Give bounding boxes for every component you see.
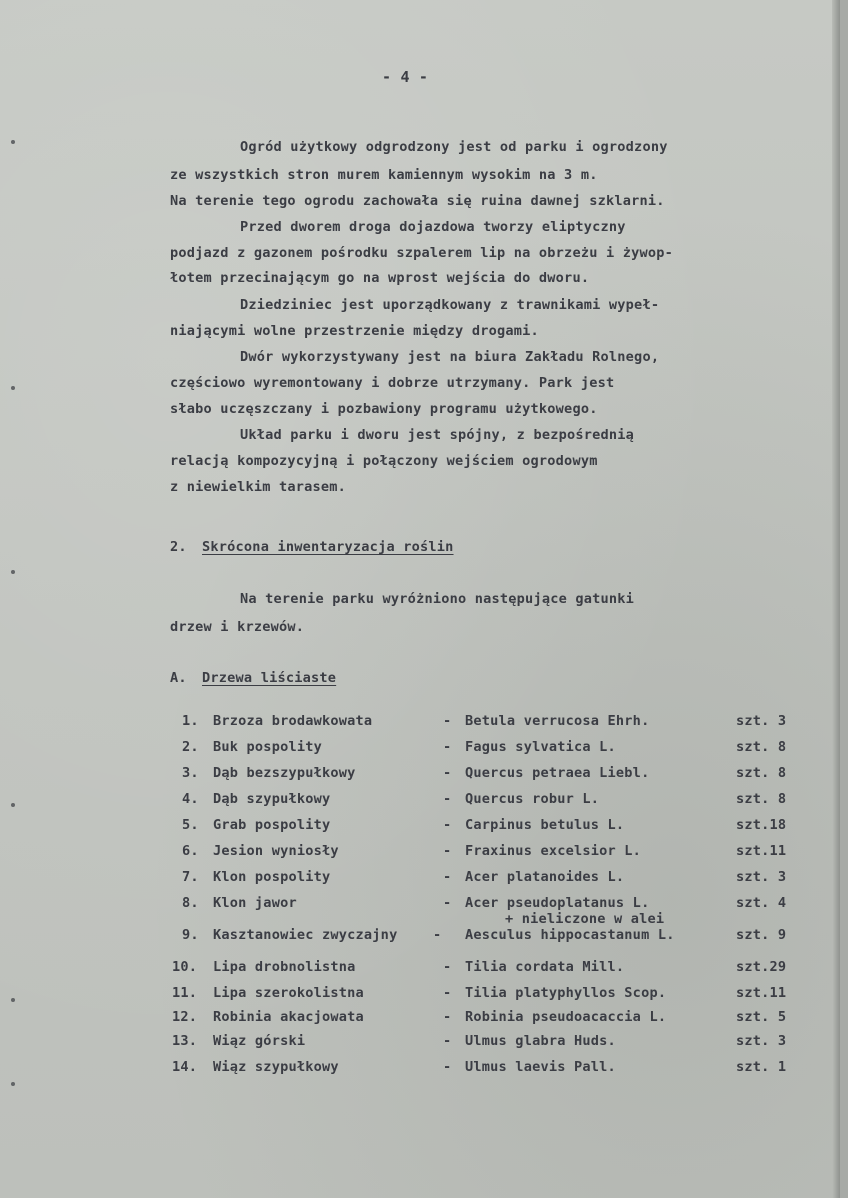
- tree-number: 14.: [172, 1059, 198, 1075]
- paragraph-line: częściowo wyremontowany i dobrze utrzymany. Park jest: [170, 375, 615, 391]
- tree-latin-name: Quercus petraea Liebl.: [465, 765, 650, 781]
- paragraph-line: ze wszystkich stron murem kamiennym wysokim na 3 m.: [170, 167, 598, 183]
- tree-count: szt.11: [736, 985, 787, 1001]
- tree-latin-name: Robinia pseudoacaccia L.: [465, 1009, 667, 1025]
- tree-number: 5.: [182, 817, 199, 833]
- tree-count: szt.11: [736, 843, 787, 859]
- tree-latin-name: Fraxinus excelsior L.: [465, 843, 642, 859]
- separator-dash: -: [443, 1009, 452, 1025]
- tree-count: szt. 3: [736, 713, 787, 729]
- tree-count: szt. 1: [736, 1059, 787, 1075]
- tree-polish-name: Brzoza brodawkowata: [213, 713, 373, 729]
- page-edge-shadow: [832, 0, 840, 1198]
- tree-polish-name: Lipa drobnolistna: [213, 959, 356, 975]
- tree-polish-name: Kasztanowiec zwyczajny: [213, 927, 398, 943]
- tree-polish-name: Dąb bezszypułkowy: [213, 765, 356, 781]
- tree-polish-name: Wiąz górski: [213, 1033, 306, 1049]
- paragraph-line: słabo uczęszczany i pozbawiony programu użytkowego.: [170, 401, 598, 417]
- binding-hole: [11, 998, 15, 1002]
- paragraph-line: łotem przecinającym go na wprost wejścia do dworu.: [170, 270, 590, 286]
- binding-hole: [11, 1082, 15, 1086]
- paragraph-line: Dziedziniec jest uporządkowany z trawnikami wypeł-: [240, 297, 660, 313]
- separator-dash: -: [443, 895, 452, 911]
- tree-note: + nieliczone w alei: [505, 911, 665, 927]
- tree-number: 1.: [182, 713, 199, 729]
- tree-number: 2.: [182, 739, 199, 755]
- tree-polish-name: Buk pospolity: [213, 739, 322, 755]
- tree-polish-name: Dąb szypułkowy: [213, 791, 331, 807]
- tree-count: szt.29: [736, 959, 787, 975]
- tree-number: 12.: [172, 1009, 198, 1025]
- separator-dash: -: [443, 765, 452, 781]
- tree-polish-name: Grab pospolity: [213, 817, 331, 833]
- paragraph-line: Przed dworem droga dojazdowa tworzy eliptyczny: [240, 219, 626, 235]
- tree-number: 9.: [182, 927, 199, 943]
- separator-dash: -: [443, 869, 452, 885]
- binding-hole: [11, 140, 15, 144]
- paragraph-line: Dwór wykorzystywany jest na biura Zakładu Rolnego,: [240, 349, 660, 365]
- tree-polish-name: Robinia akacjowata: [213, 1009, 364, 1025]
- tree-latin-name: Tilia cordata Mill.: [465, 959, 625, 975]
- paragraph-line: Ogród użytkowy odgrodzony jest od parku i ogrodzony: [240, 139, 668, 155]
- tree-polish-name: Klon pospolity: [213, 869, 331, 885]
- tree-count: szt. 9: [736, 927, 787, 943]
- section-intro: Na terenie parku wyróżniono następujące gatunki: [240, 591, 635, 607]
- tree-polish-name: Jesion wyniosły: [213, 843, 339, 859]
- binding-hole: [11, 386, 15, 390]
- tree-latin-name: Acer pseudoplatanus L.: [465, 895, 650, 911]
- binding-hole: [11, 803, 15, 807]
- section-intro: drzew i krzewów.: [170, 619, 305, 635]
- tree-count: szt. 4: [736, 895, 787, 911]
- paragraph-line: niającymi wolne przestrzenie między drogami.: [170, 323, 539, 339]
- tree-latin-name: Fagus sylvatica L.: [465, 739, 616, 755]
- tree-latin-name: Betula verrucosa Ehrh.: [465, 713, 650, 729]
- tree-latin-name: Ulmus glabra Huds.: [465, 1033, 616, 1049]
- tree-number: 3.: [182, 765, 199, 781]
- subsection-title: Drzewa liściaste: [202, 670, 337, 686]
- separator-dash: -: [443, 985, 452, 1001]
- binding-hole: [11, 570, 15, 574]
- tree-number: 13.: [172, 1033, 198, 1049]
- tree-number: 8.: [182, 895, 199, 911]
- tree-count: szt. 5: [736, 1009, 787, 1025]
- separator-dash: -: [443, 959, 452, 975]
- separator-dash: -: [433, 927, 442, 943]
- separator-dash: -: [443, 739, 452, 755]
- section-number: 2.: [170, 539, 187, 555]
- separator-dash: -: [443, 1059, 452, 1075]
- tree-count: szt. 8: [736, 791, 787, 807]
- paragraph-line: relacją kompozycyjną i połączony wejściem ogrodowym: [170, 453, 598, 469]
- tree-latin-name: Quercus robur L.: [465, 791, 600, 807]
- tree-count: szt. 3: [736, 869, 787, 885]
- tree-latin-name: Ulmus laevis Pall.: [465, 1059, 616, 1075]
- tree-latin-name: Acer platanoides L.: [465, 869, 625, 885]
- paragraph-line: podjazd z gazonem pośrodku szpalerem lip na obrzeżu i żywop-: [170, 245, 674, 261]
- paragraph-line: z niewielkim tarasem.: [170, 479, 347, 495]
- subsection-letter: A.: [170, 670, 187, 686]
- tree-number: 11.: [172, 985, 198, 1001]
- paragraph-line: Układ parku i dworu jest spójny, z bezpośrednią: [240, 427, 635, 443]
- tree-latin-name: Carpinus betulus L.: [465, 817, 625, 833]
- section-title: Skrócona inwentaryzacja roślin: [202, 539, 454, 555]
- tree-count: szt.18: [736, 817, 787, 833]
- tree-count: szt. 3: [736, 1033, 787, 1049]
- paragraph-line: Na terenie tego ogrodu zachowała się ruina dawnej szklarni.: [170, 193, 665, 209]
- tree-number: 7.: [182, 869, 199, 885]
- separator-dash: -: [443, 843, 452, 859]
- tree-count: szt. 8: [736, 739, 787, 755]
- tree-latin-name: Aesculus hippocastanum L.: [465, 927, 675, 943]
- tree-count: szt. 8: [736, 765, 787, 781]
- page-number: - 4 -: [382, 68, 429, 86]
- separator-dash: -: [443, 713, 452, 729]
- tree-polish-name: Wiąz szypułkowy: [213, 1059, 339, 1075]
- tree-number: 6.: [182, 843, 199, 859]
- tree-number: 4.: [182, 791, 199, 807]
- tree-latin-name: Tilia platyphyllos Scop.: [465, 985, 667, 1001]
- tree-polish-name: Lipa szerokolistna: [213, 985, 364, 1001]
- tree-polish-name: Klon jawor: [213, 895, 297, 911]
- separator-dash: -: [443, 1033, 452, 1049]
- separator-dash: -: [443, 791, 452, 807]
- separator-dash: -: [443, 817, 452, 833]
- tree-number: 10.: [172, 959, 198, 975]
